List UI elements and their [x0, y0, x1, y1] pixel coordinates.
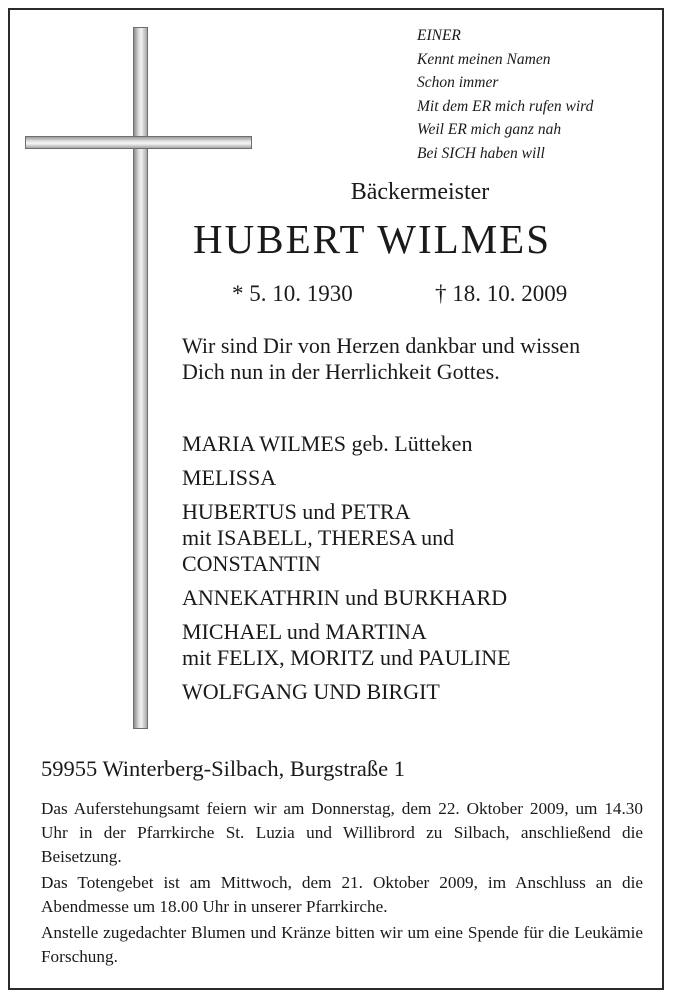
birth-date: * 5. 10. 1930	[232, 281, 353, 306]
mourner-line: WOLFGANG UND BIRGIT	[182, 679, 440, 704]
poem-line: Weil ER mich ganz nah	[417, 121, 562, 138]
mourner-line: MICHAEL und MARTINA	[182, 619, 427, 644]
info-paragraph: Das Auferstehungsamt feiern wir am Donnerstag, dem 22. Oktober 2009, um 14.30 Uhr in der Pfarrkirche St. Luzia und Willibrord zu Silbach, anschließend die Beisetzung.	[41, 799, 643, 866]
family-address: 59955 Winterberg-Silbach, Burgstraße 1	[41, 756, 406, 781]
obituary-content	[10, 10, 662, 988]
info-paragraph: Anstelle zugedachter Blumen und Kränze bitten wir um eine Spende für die Leukämie Forschung.	[41, 923, 643, 966]
poem	[417, 24, 667, 165]
mourner-line: ANNEKATHRIN und BURKHARD	[182, 585, 508, 610]
mourner-group	[182, 499, 662, 577]
cross-horizontal-beam	[25, 136, 252, 149]
deceased-name: HUBERT WILMES	[193, 216, 552, 262]
mourners-list	[182, 431, 662, 713]
poem-line: Kennt meinen Namen	[417, 50, 551, 68]
poem-line: Mit dem ER mich rufen wird	[417, 97, 594, 115]
mourner-group	[182, 465, 662, 491]
cross-vertical-beam	[133, 27, 148, 729]
mourner-line: mit FELIX, MORITZ und PAULINE	[182, 645, 511, 670]
mourner-group	[182, 679, 662, 705]
poem-line: Schon immer	[417, 74, 499, 91]
poem-line: EINER	[417, 27, 461, 44]
mourner-group	[182, 619, 662, 671]
profession-title: Bäckermeister	[350, 179, 490, 205]
obituary-frame	[8, 8, 664, 990]
mourner-group	[182, 585, 662, 611]
info-paragraph: Das Totengebet ist am Mittwoch, dem 21. Oktober 2009, im Anschluss an die Abendmesse um 18.00 Uhr in unserer Pfarrkirche.	[41, 873, 643, 916]
mourner-line: CONSTANTIN	[182, 551, 321, 576]
mourner-line: MELISSA	[182, 465, 277, 490]
death-date: † 18. 10. 2009	[435, 281, 568, 306]
gratitude-message: Wir sind Dir von Herzen dankbar und wissen Dich nun in der Herrlichkeit Gottes.	[182, 333, 581, 384]
mourner-group	[182, 431, 662, 457]
service-information	[41, 797, 643, 971]
mourner-line: HUBERTUS und PETRA	[182, 499, 411, 524]
poem-line: Bei SICH haben will	[417, 144, 545, 162]
mourner-line: MARIA WILMES geb. Lütteken	[182, 431, 473, 456]
mourner-line: mit ISABELL, THERESA und	[182, 525, 455, 550]
